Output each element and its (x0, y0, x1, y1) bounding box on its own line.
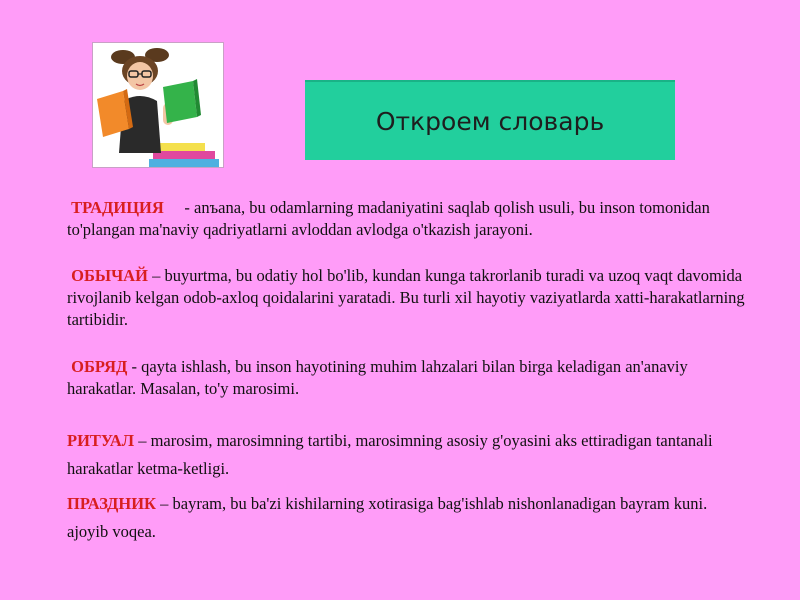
definition-term: ОБЫЧАЙ (71, 266, 148, 285)
definition-custom (67, 265, 747, 331)
definition-text: – bayram, bu ba'zi kishilarning xotirasiga bag'ishlab nishonlanadigan bayram kuni. ajoyib voqea. (67, 494, 708, 541)
definition-tradition (67, 197, 747, 241)
definition-text: – marosim, marosimning tartibi, marosimning asosiy g'oyasini aks ettiradigan tantanali harakatlar ketma-ketligi. (67, 431, 713, 478)
definition-text: - qayta ishlash, bu inson hayotining muhim lahzalari bilan birga keladigan an'anaviy harakatlar. Masalan, to'y marosimi. (67, 357, 688, 398)
definition-text: – buyurtma, bu odatiy hol bo'lib, kundan kunga takrorlanib turadi va uzoq vaqt davomida rivojlanib kelgan odob-axloq qoidalarini yaratadi. Bu turli xil hayotiy vaziyatlarda xatti-harakatlarning tartibidir. (67, 266, 745, 329)
slide-title: Откроем словарь (375, 106, 605, 136)
definition-rite (67, 356, 747, 400)
definition-term: ПРАЗДНИК (67, 494, 156, 513)
definition-term: ОБРЯД (71, 357, 128, 376)
definition-term: РИТУАЛ (67, 431, 135, 450)
definition-holiday (67, 490, 747, 546)
definition-term: ТРАДИЦИЯ (71, 198, 164, 217)
definition-ritual (67, 427, 747, 483)
definition-text: - anъana, bu odamlarning madaniyatini saqlab qolish usuli, bu inson tomonidan to'plangan ma'naviy qadriyatlarni avloddan avlodga o'tkazish jarayoni. (67, 198, 710, 239)
title-box (305, 80, 675, 160)
girl-reading-books-image (92, 42, 224, 168)
